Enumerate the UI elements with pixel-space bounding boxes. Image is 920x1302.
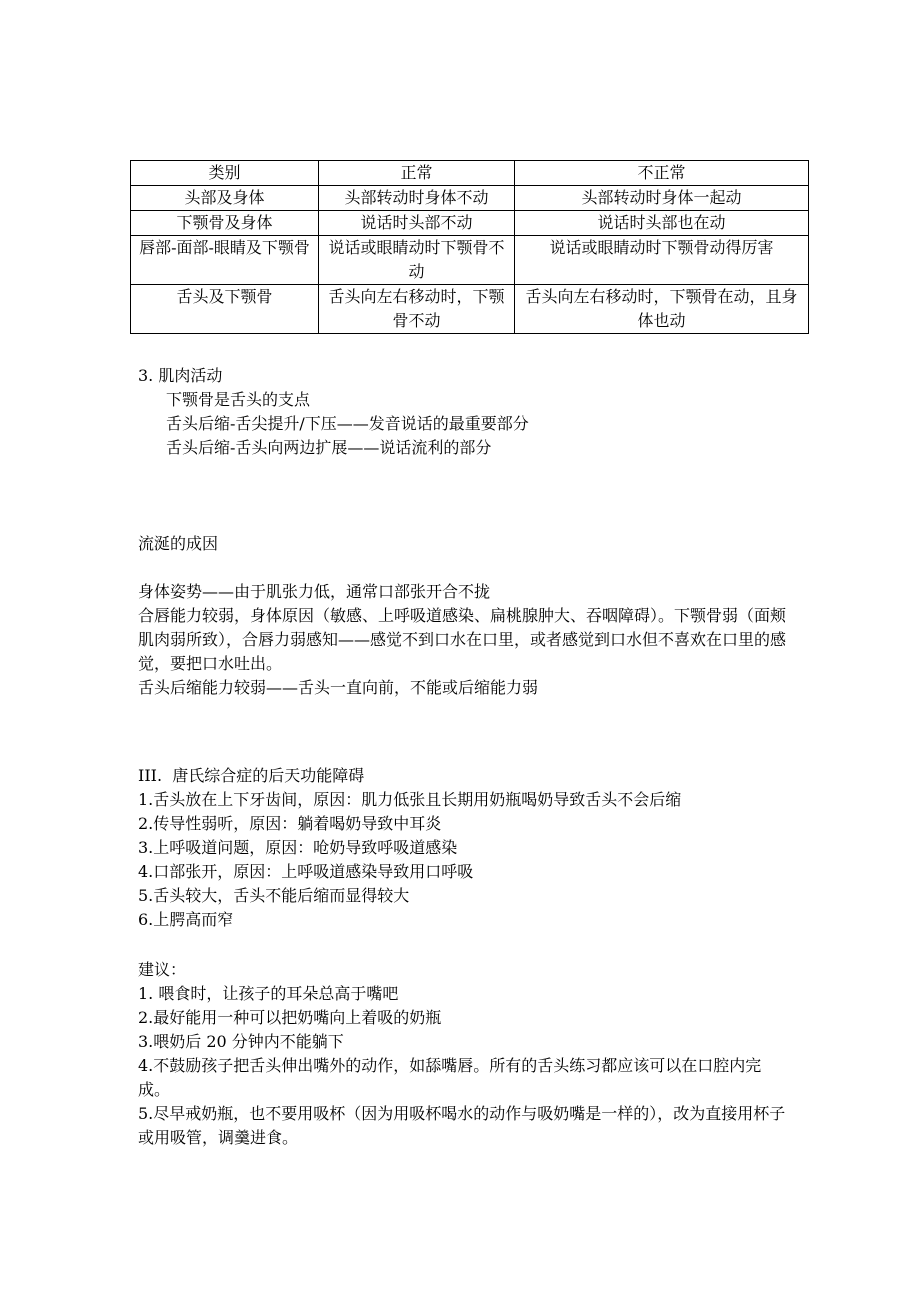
table-cell: 头部转动时身体不动 [319,186,515,211]
comparison-table [130,160,809,334]
table-cell: 说话或眼睛动时下颚骨动得厉害 [515,236,809,285]
section-heading: 建议： [138,960,187,979]
drool-causes-heading-block [138,532,788,556]
down-syndrome-section [138,764,788,932]
list-item: 舌头后缩-舌尖提升/下压——发音说话的最重要部分 [166,414,529,433]
table-cell: 舌头向左右移动时，下颚骨不动 [319,285,515,334]
advice-section [138,958,788,1150]
section-heading: 3. 肌肉活动 [138,366,223,385]
list-item: 3.喂奶后 20 分钟内不能躺下 [138,1032,344,1051]
list-item: 6.上腭高而窄 [138,910,234,929]
header-cell-abnormal: 不正常 [515,161,809,186]
list-item: 舌头后缩-舌头向两边扩展——说话流利的部分 [166,438,492,457]
table-row [131,285,809,334]
table-row [131,236,809,285]
comparison-table-container [130,160,808,334]
list-item: 下颚骨是舌头的支点 [166,390,311,409]
list-item: 5.尽早戒奶瓶，也不要用吸杯（因为用吸杯喝水的动作与吸奶嘴是一样的），改为直接用杯子或用吸管，调羹进食。 [138,1104,786,1147]
list-item: 1.舌头放在上下牙齿间，原因：肌力低张且长期用奶瓶喝奶导致舌头不会后缩 [138,790,682,809]
table-cell: 舌头及下颚骨 [131,285,319,334]
drool-causes-section [138,580,788,700]
table-cell: 说话时头部也在动 [515,211,809,236]
list-item: 2.最好能用一种可以把奶嘴向上着吸的奶瓶 [138,1008,442,1027]
list-item: 5.舌头较大，舌头不能后缩而显得较大 [138,886,410,905]
muscle-activity-section [138,364,788,460]
table-cell: 说话时头部不动 [319,211,515,236]
table-cell: 下颚骨及身体 [131,211,319,236]
table-row [131,186,809,211]
header-cell-category: 类别 [131,161,319,186]
list-item: 3.上呼吸道问题，原因：呛奶导致呼吸道感染 [138,838,458,857]
table-header-row [131,161,809,186]
list-item: 1. 喂食时，让孩子的耳朵总高于嘴吧 [138,984,399,1003]
header-cell-normal: 正常 [319,161,515,186]
table-row [131,211,809,236]
table-cell: 头部转动时身体一起动 [515,186,809,211]
table-cell: 头部及身体 [131,186,319,211]
table-cell: 唇部-面部-眼睛及下颚骨 [131,236,319,285]
paragraph: 舌头后缩能力较弱——舌头一直向前，不能或后缩能力弱 [138,678,539,697]
list-item: 2.传导性弱听，原因：躺着喝奶导致中耳炎 [138,814,442,833]
paragraph: 身体姿势——由于肌张力低，通常口部张开合不拢 [138,582,491,601]
section-heading: III. 唐氏综合症的后天功能障碍 [138,766,365,785]
list-item: 4.口部张开，原因：上呼吸道感染导致用口呼吸 [138,862,474,881]
section-heading: 流涎的成因 [138,534,219,553]
table-cell: 舌头向左右移动时，下颚骨在动，且身体也动 [515,285,809,334]
list-item: 4.不鼓励孩子把舌头伸出嘴外的动作，如舔嘴唇。所有的舌头练习都应该可以在口腔内完成。 [138,1056,762,1099]
table-cell: 说话或眼睛动时下颚骨不动 [319,236,515,285]
paragraph: 合唇能力较弱，身体原因（敏感、上呼吸道感染、扁桃腺肿大、吞咽障碍）。下颚骨弱（面颊肌肉弱所致），合唇力弱感知——感觉不到口水在口里，或者感觉到口水但不喜欢在口里的感觉，要把口水吐出。 [138,606,787,673]
